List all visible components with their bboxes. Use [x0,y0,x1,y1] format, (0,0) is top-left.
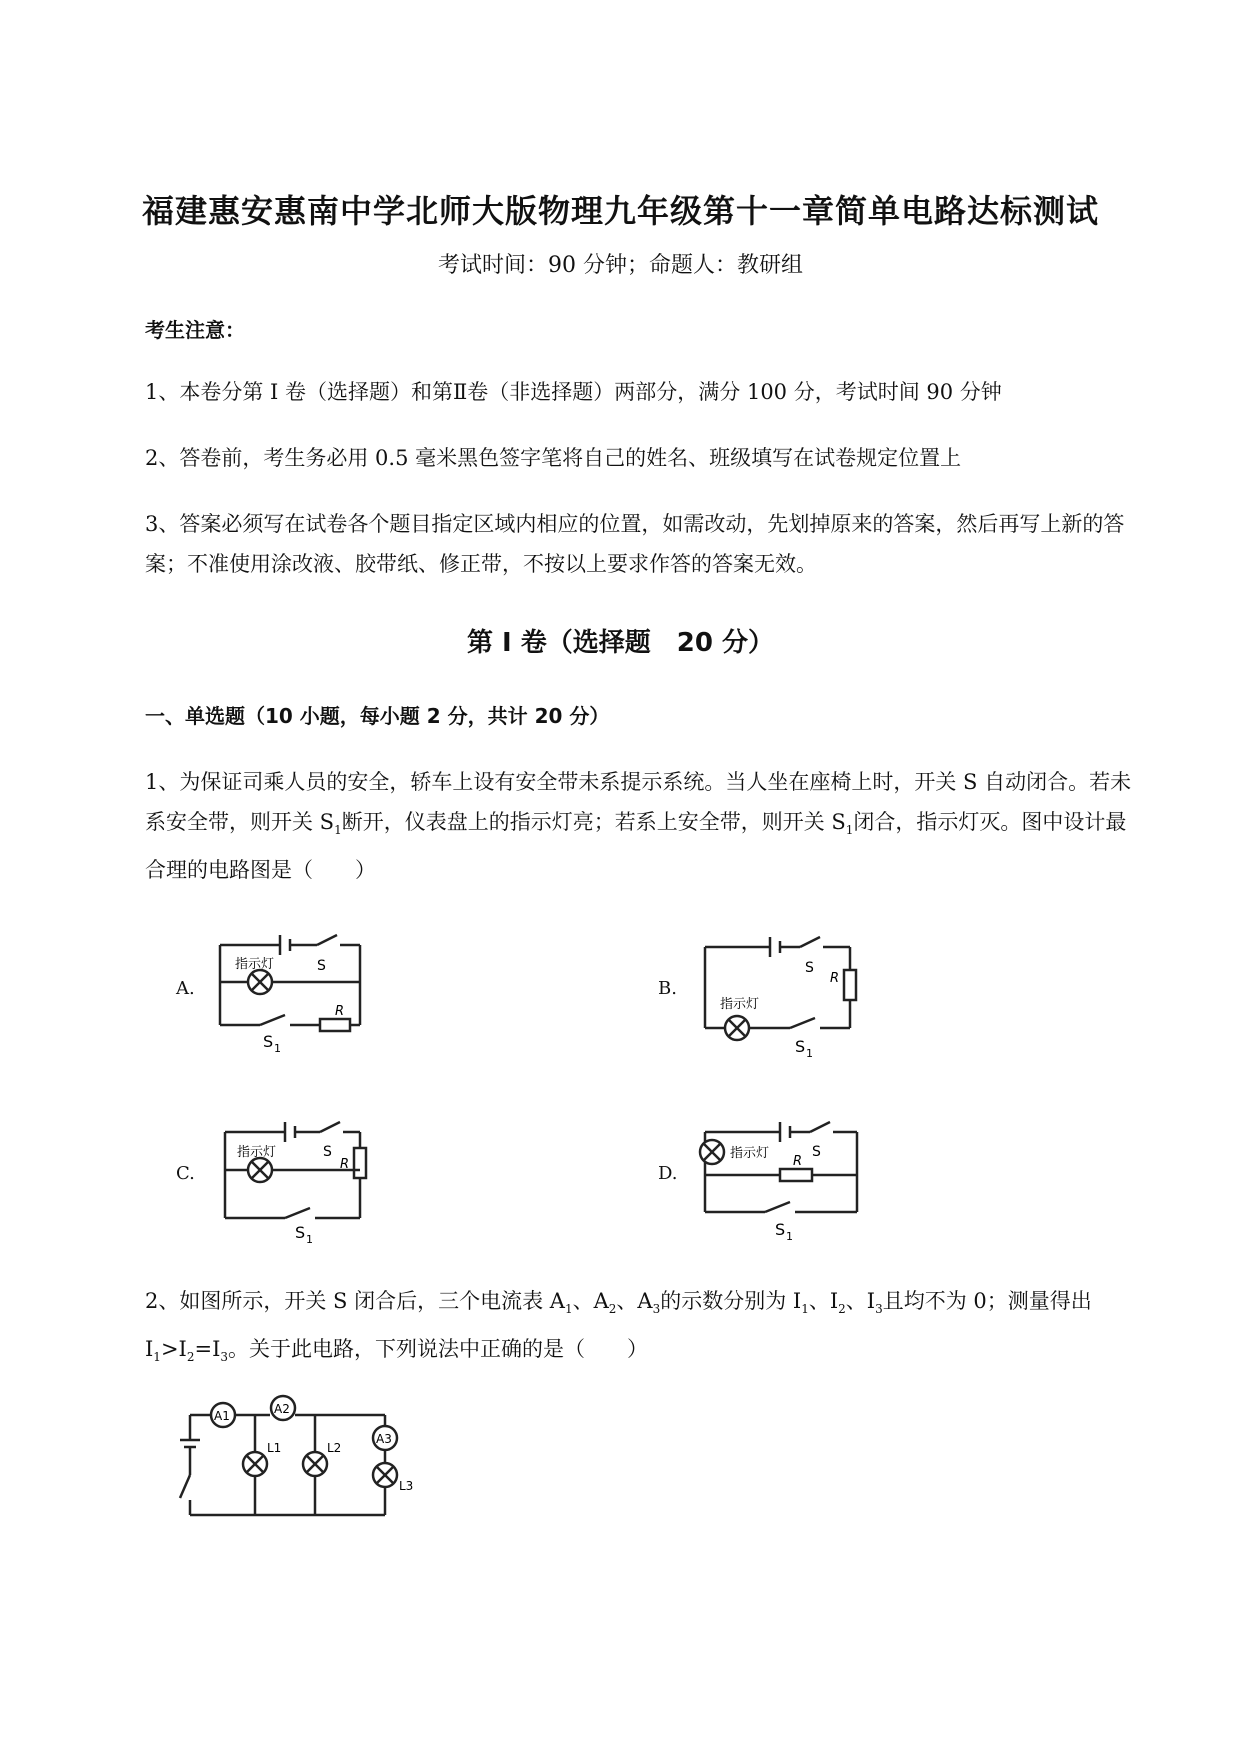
svg-text:1: 1 [306,1233,313,1245]
svg-text:指示灯: 指示灯 [237,1145,277,1160]
svg-text:R: R [830,971,840,986]
option-d-circuit [695,1110,870,1245]
svg-text:指示灯: 指示灯 [720,997,760,1012]
notice-heading: 考生注意： [145,318,245,342]
question-2-text: 2、如图所示，开关 S 闭合后，三个电流表 $A_1$、$A_2$、$A_3$的示数分别为 $I_1$、$I_2$、$I_3$且均不为 0；测量得出 $I_1>I_2=I_3$。关于此电路，下列说法中正确的是（ ） [145,1289,1092,1365]
page-title: 福建惠安惠南中学北师大版物理九年级第十一章简单电路达标测试 [141,192,1099,230]
svg-text:S: S [775,1220,786,1239]
question-1-text: 1、为保证司乘人员的安全，轿车上设有安全带未系提示系统。当人坐在座椅上时，开关 S 自动闭合。若未系安全带，则开关 $S_1$断开，仪表盘上的指示灯亮；若系上安全带，则开关 $S_1$闭合，指示灯灭。图中设计最合理的电路图是（ ） [145,770,1132,883]
svg-text:S: S [323,1144,332,1160]
svg-text:S: S [795,1037,806,1056]
svg-text:指示灯: 指示灯 [730,1146,770,1161]
question-type-heading: 一、单选题（10 小题，每小题 2 分，共计 20 分） [145,704,610,728]
lamp-l3: L3 [399,1479,414,1493]
svg-text:R: R [340,1157,350,1172]
notice-item-1: 1、本卷分第 I 卷（选择题）和第Ⅱ卷（非选择题）两部分，满分 100 分，考试时间 90 分钟 [145,380,1002,404]
option-a-label: A. [176,978,195,999]
section-heading: 第 I 卷（选择题 20 分） [466,628,774,658]
ammeter-a3: A3 [376,1432,392,1446]
svg-text:1: 1 [274,1042,281,1055]
svg-text:R: R [793,1154,803,1169]
svg-text:1: 1 [786,1230,793,1243]
ammeter-a2: A2 [274,1402,290,1416]
option-b-label: B. [658,978,677,999]
lamp-l2: L2 [327,1441,342,1455]
option-c-label: C. [176,1163,195,1184]
resistor-label: R [335,1004,345,1019]
notice-item-2: 2、答卷前，考生务必用 0.5 毫米黑色签字笔将自己的姓名、班级填写在试卷规定位置上 [145,446,962,470]
svg-text:1: 1 [806,1047,813,1060]
ammeter-a1: A1 [214,1409,230,1423]
exam-info: 考试时间：90 分钟；命题人：教研组 [438,253,803,278]
notice-item-3: 3、答案必须写在试卷各个题目指定区域内相应的位置，如需改动，先划掉原来的答案，然后再写上新的答案；不准使用涂改液、胶带纸、修正带，不按以上要求作答的答案无效。 [145,512,1125,576]
switch-s-label: S [317,958,326,974]
switch-s1-label: S [263,1032,274,1051]
question-2-circuit [175,1390,435,1530]
option-c-circuit [215,1110,385,1245]
option-a-circuit [205,925,375,1055]
option-b-circuit [695,925,875,1065]
svg-text:S: S [295,1223,306,1242]
lamp-label: 指示灯 [235,957,275,972]
option-d-label: D. [658,1163,678,1184]
svg-text:S: S [812,1144,821,1160]
lamp-l1: L1 [267,1441,282,1455]
svg-text:S: S [805,960,814,976]
